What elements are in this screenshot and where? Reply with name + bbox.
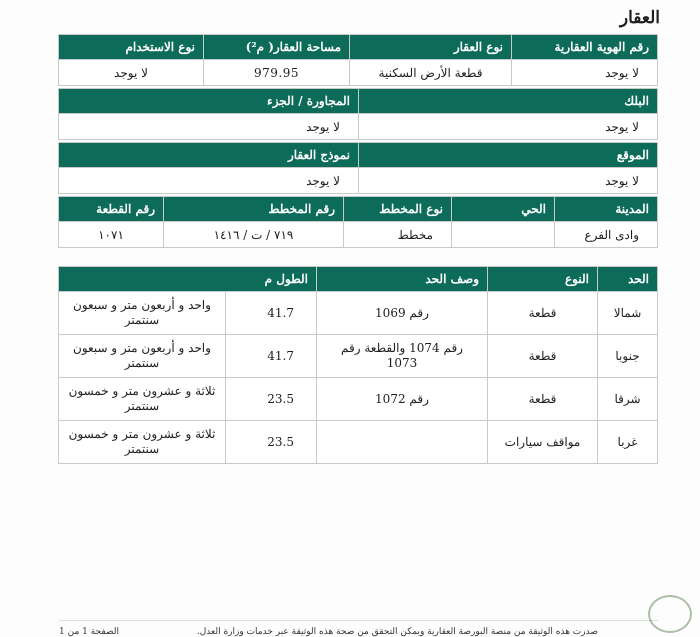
value-property-id: لا يوجد: [512, 60, 658, 86]
value-neighborhood-part: لا يوجد: [59, 114, 359, 140]
header-boundary-side: الحد: [598, 267, 658, 292]
header-boundary-type: النوع: [488, 267, 598, 292]
boundary-side: شمالا: [598, 292, 658, 335]
header-plan-number: رقم المخطط: [164, 197, 344, 222]
value-district: [452, 222, 555, 248]
page-number: الصفحة 1 من 1: [59, 627, 119, 637]
header-property-id: رقم الهوية العقارية: [512, 35, 658, 60]
header-location: الموقع: [359, 143, 658, 168]
header-property-area: مساحة العقار( م²): [204, 35, 350, 60]
boundary-length: 23.5: [226, 421, 317, 464]
table-row: [58, 421, 657, 464]
value-city: وادى الفرع: [555, 222, 658, 248]
value-property-model: لا يوجد: [59, 168, 359, 194]
value-property-type: قطعة الأرض السكنية: [350, 60, 512, 86]
table-row: [58, 292, 657, 335]
boundary-side: جنوبا: [598, 335, 658, 378]
table-row: [58, 335, 657, 378]
boundary-side: شرقا: [598, 378, 658, 421]
boundary-type: قطعة: [488, 335, 598, 378]
value-block: لا يوجد: [359, 114, 658, 140]
block-table: [59, 88, 658, 140]
boundary-side: غربا: [598, 421, 658, 464]
header-neighborhood-part: المجاورة / الجزء: [59, 89, 359, 114]
table-row: [58, 378, 657, 421]
value-property-area: 979.95: [204, 60, 350, 86]
header-boundary-length: الطول م: [58, 267, 316, 292]
value-plan-number: ٧١٩ / ت / ١٤١٦: [164, 222, 344, 248]
header-usage-type: نوع الاستخدام: [59, 35, 204, 60]
value-plot-number: ١٠٧١: [59, 222, 164, 248]
header-city: المدينة: [555, 197, 658, 222]
boundary-type: قطعة: [488, 292, 598, 335]
boundary-length: 41.7: [226, 335, 317, 378]
value-location: لا يوجد: [359, 168, 658, 194]
header-plan-type: نوع المخطط: [344, 197, 452, 222]
boundary-length-text: واحد و أربعون متر و سبعون سنتمتر: [58, 292, 225, 335]
boundary-length-text: ثلاثة و عشرون متر و خمسون سنتمتر: [58, 421, 225, 464]
seal-stamp: [648, 595, 692, 633]
boundary-description: رقم 1072: [317, 378, 488, 421]
boundary-length-text: واحد و أربعون متر و سبعون سنتمتر: [58, 335, 225, 378]
header-district: الحي: [452, 197, 555, 222]
boundary-description: رقم 1074 والقطعة رقم 1073: [317, 335, 488, 378]
header-property-model: نموذج العقار: [59, 143, 359, 168]
header-property-type: نوع العقار: [350, 35, 512, 60]
value-usage-type: لا يوجد: [59, 60, 204, 86]
boundary-length-text: ثلاثة و عشرون متر و خمسون سنتمتر: [58, 378, 225, 421]
boundary-length: 23.5: [226, 378, 317, 421]
boundary-type: مواقف سيارات: [488, 421, 598, 464]
boundaries-table: [59, 266, 658, 464]
footer-note: صدرت هذه الوثيقة من منصة البورصة العقارية ويمكن التحقق من صحة هذه الوثيقة عبر خدمات وزارة العدل.: [196, 627, 598, 637]
boundary-type: قطعة: [488, 378, 598, 421]
city-table: [59, 196, 658, 248]
page-title: العقار: [619, 8, 660, 28]
value-plan-type: مخطط: [344, 222, 452, 248]
boundary-description: رقم 1069: [317, 292, 488, 335]
header-plot-number: رقم القطعة: [59, 197, 164, 222]
header-block: البلك: [359, 89, 658, 114]
boundary-length: 41.7: [226, 292, 317, 335]
location-table: [59, 142, 658, 194]
property-table: [59, 34, 658, 86]
header-boundary-description: وصف الحد: [317, 267, 488, 292]
boundary-description: [317, 421, 488, 464]
footer: [59, 620, 658, 637]
